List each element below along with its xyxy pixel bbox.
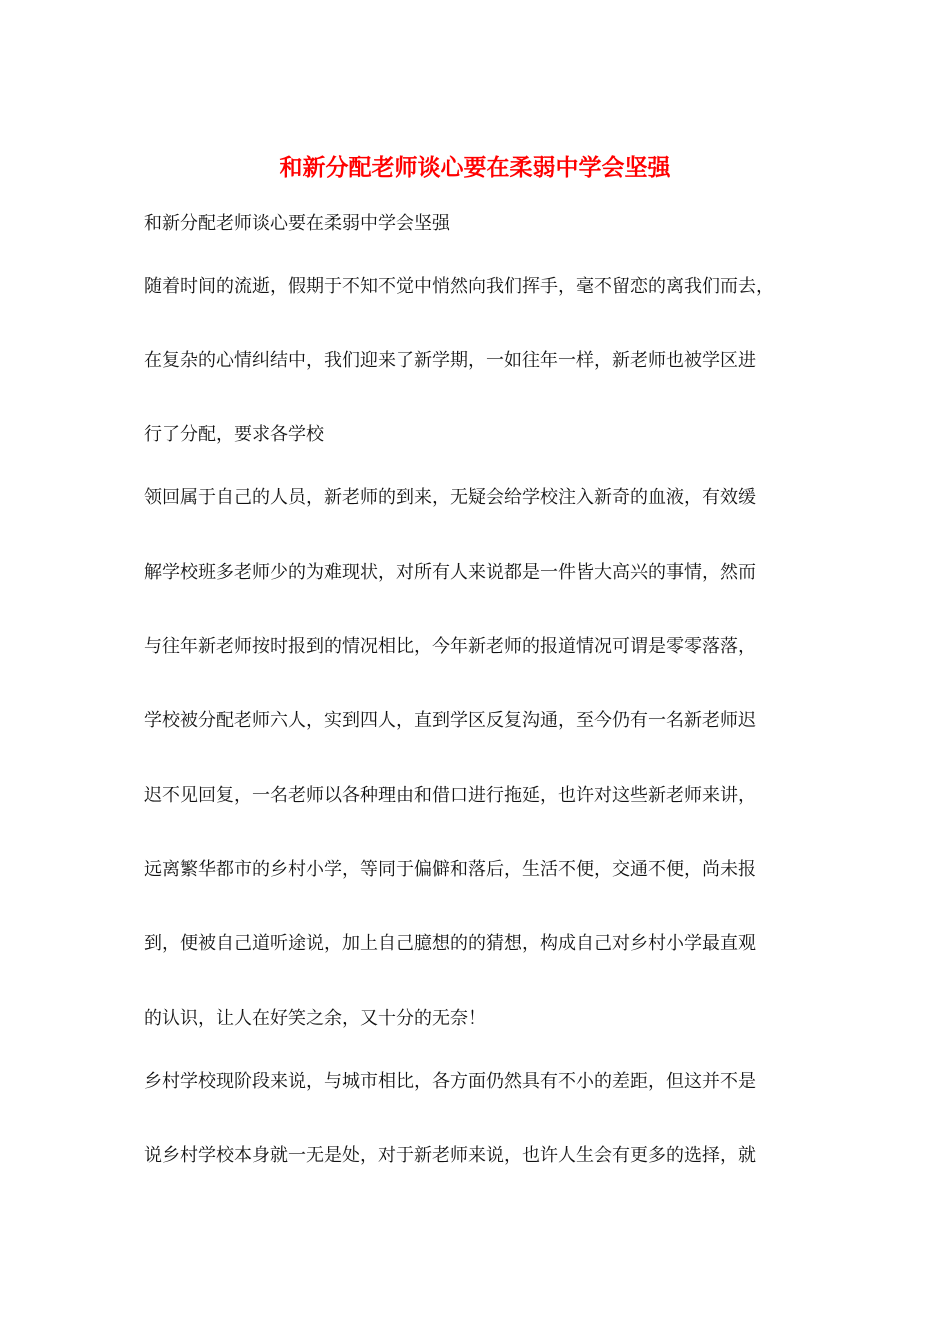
subtitle-line: 和新分配老师谈心要在柔弱中学会坚强 <box>144 213 450 234</box>
paragraph-line: 到，便被自己道听途说，加上自己臆想的的猜想，构成自己对乡村小学最直观 <box>144 933 756 954</box>
paragraph-line: 解学校班多老师少的为难现状，对所有人来说都是一件皆大高兴的事情，然而 <box>144 562 756 583</box>
paragraph-line: 迟不见回复，一名老师以各种理由和借口进行拖延，也许对这些新老师来讲， <box>144 785 756 806</box>
paragraph-line: 在复杂的心情纠结中，我们迎来了新学期，一如往年一样，新老师也被学区进 <box>144 350 756 371</box>
paragraph-line: 与往年新老师按时报到的情况相比，今年新老师的报道情况可谓是零零落落， <box>144 636 756 657</box>
paragraph-line: 随着时间的流逝，假期于不知不觉中悄然向我们挥手，毫不留恋的离我们而去， <box>144 276 774 297</box>
paragraph-line: 远离繁华都市的乡村小学，等同于偏僻和落后，生活不便，交通不便，尚未报 <box>144 859 756 880</box>
paragraph-line: 行了分配，要求各学校 <box>144 424 324 445</box>
paragraph-line: 乡村学校现阶段来说，与城市相比，各方面仍然具有不小的差距，但这并不是 <box>144 1071 756 1092</box>
paragraph-line: 的认识，让人在好笑之余，又十分的无奈！ <box>144 1008 486 1029</box>
document-title: 和新分配老师谈心要在柔弱中学会坚强 <box>279 154 671 181</box>
paragraph-line: 说乡村学校本身就一无是处，对于新老师来说，也许人生会有更多的选择，就 <box>144 1145 756 1166</box>
paragraph-line: 领回属于自己的人员，新老师的到来，无疑会给学校注入新奇的血液，有效缓 <box>144 487 756 508</box>
paragraph-line: 学校被分配老师六人，实到四人，直到学区反复沟通，至今仍有一名新老师迟 <box>144 710 756 731</box>
